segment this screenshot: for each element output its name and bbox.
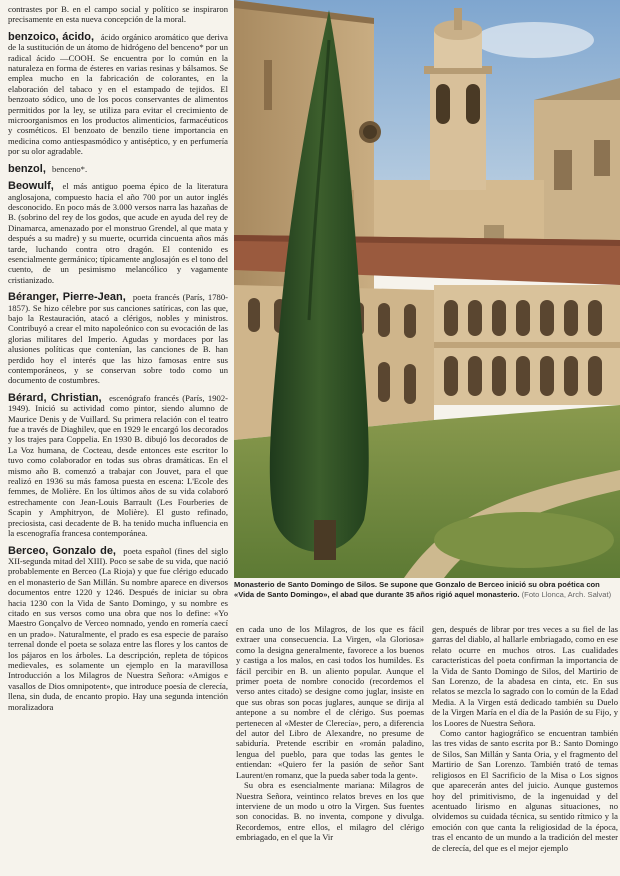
column-b [432, 624, 618, 870]
monastery-illustration [234, 0, 620, 578]
column-b-paragraph: gen, después de librar por tres veces a su fiel de las garras del diablo, al hallarle embriagado, como en ese relato ocurre en muchos otros. Las cualidades características del poeta confirman la importancia de la Vida de Santo Domingo de Silos, del Martirio de San Lorenzo, de la abadesa en cinta, etc. En sus relatos se mezcla lo sagrado con lo común de la Edad Media. A la Virgen está dedicado también su Duelo de la Virgen María en el día de la Pasión de su Fijo, y los Loores de Nuestra Señora. [432, 624, 618, 728]
entry-body: escenógrafo francés (París, 1902-1949). Inició su actividad como pintor, siendo alumno de Maurice Denis y de Vuillard. Su primera relación con el teatro fue a través de Diaghilev, que en 1929 le encargó los decorados y los trajes para Coppelia. En 1930 B. dibujó los decorados de La Voz humana, de Cocteau, desde entonces este escritor lo tuvo como colaborador en todas sus obras dramáticas. En el mismo año B. comenzó a trabajar con Jouvet, para el que realizó en 1936 su más famosa puesta en escena: L'Ecole des femmes, de Molière. En los últimos años de su vida colaboró estrechamente con Jean-Louis Barrault (Les Fourberies de Scapin y Amphitryon, de Molière). El gusto refinado, preciosista, casi decadente de B. ha tenido mucha influencia en la escenografía francesa contemporánea. [8, 392, 228, 539]
caption-credit: (Foto Llonca, Arch. Salvat) [521, 589, 612, 599]
column-a [236, 624, 424, 870]
entry-headword: Béranger, Pierre-Jean, [8, 291, 126, 304]
entry-beowulf [8, 181, 228, 285]
left-column [8, 4, 228, 872]
entry-berard [8, 393, 228, 539]
entry-body: ácido orgánico aromático que deriva de la sustitución de un átomo de hidrógeno del benceno* por un radical ácido —COOH. Se encuentra por lo común en la naturaleza en forma de ésteres en varias resinas y bálsamos. Se emplea mucho en la fabricación de colorantes, en la elaboración del tabaco y en el estampado de tejidos. El benzoato sódico, uno de los pocos conservantes de alimentos permitidos por la ley, se utiliza para evitar el crecimiento de microorganismos en los productos alimenticios, farmacéuticos y cosméticos. El benzoato de benzilo tiene importancia en medicina como antiespasmódico y antiséptico, y en perfumería por su olor agradable. [8, 31, 228, 157]
entry-headword: Berceo, Gonzalo de, [8, 544, 116, 557]
caption-text: Monasterio de Santo Domingo de Silos. Se supone que Gonzalo de Berceo inició su obra poética con «Vida de Santo Domingo», el abad que durante 35 años rigió aquel monasterio. [234, 580, 600, 599]
column-b-paragraph: Como cantor hagiográfico se encuentran también las tres vidas de santo escrita por B.: Santo Domingo de Silos, San Millán y Santa Oria, y el fragmento del Martirio de San Lorenzo. También trató de temas religiosos en El Sacrificio de la Misa o Los signos que aparecerán antes del juicio. Aunque gustemos hoy del primitivismo, de la ingenuidad y del acentuado lirismo en algunas situaciones, no olvidemos su cuidada técnica, su sentido rítmico y la emoción con que canta la religiosidad de la época, tras el encanto de un mundo a la tradición del mester de clerecía, del que es el mejor ejemplo [432, 728, 618, 853]
entry-headword: benzoico, ácido, [8, 30, 95, 43]
entry-beranger [8, 292, 228, 386]
intro-paragraph: contrastes por B. en el campo social y político se inspiraron precisamente en esta nueva concepción de la moral. [8, 4, 228, 25]
monastery-photo [234, 0, 620, 578]
entry-body: poeta francés (París, 1780-1857). Se hizo célebre por sus canciones satíricas, con las que, bajo la Restauración, atacó a clérigos, nobles y ministros. Contribuyó a crear el mito napoleónico con su evocación de las glorias militares del Imperio. Agudas y mordaces por las alusiones políticas que contenían, las canciones de B. han perdido hoy el interés que las hizo famosas entre sus contemporáneos, y se conservan sobre todo como un documento de costumbres. [8, 292, 228, 386]
entry-headword: benzol, [8, 162, 46, 175]
column-a-paragraph: Su obra es esencialmente mariana: Milagros de Nuestra Señora, veintinco relatos breves en los que interviene de un modo u otro la Virgen. Sus fuentes son conocidas. B. no inventa, compone y divulga. Recordemos, entre ellos, el milagro del clérigo embriagado, en el que la Vir [236, 780, 424, 843]
entry-body: benceno*. [52, 163, 88, 174]
entry-benzol [8, 164, 228, 174]
entry-berceo [8, 546, 228, 713]
entry-body: poeta español (fines del siglo XII-segunda mitad del XIII). Poco se sabe de su vida, que nació probablemente en Berceo (La Rioja) y que fue clérigo educado en el monasterio de San Millán. Su nombre aparece en diversos documentos entre 1220 y 1246. Después de iniciar su obra hacia 1230 con la Vida de Santo Domingo, y su nombre es citado en sus versos como una obra que nos lo define: «Yo Maestro Gonçalvo de Verceo nomnado, yendo en romería caecí en un prado». Naturalmente, el prado es esa especie de paraíso terrenal donde el poeta se solaza entre las flores y los cantos de los pájaros en los árboles. La descripción, repleta de tópicos medievales, es solamente un ejemplo en la maravillosa Introducción a los Milagros de Nuestra Señora: «Amigos e vasallos de Dios omnipotent», que introduce poesía de clerecía, llena, sin duda, de encanto propio. Hay una segunda intención moralizadora [8, 545, 228, 712]
entry-body: el más antiguo poema épico de la literatura anglosajona, compuesto hacia el año 700 por un autor inglés desconocido. En poco más de 3.000 versos narra las hazañas de B. (sobrino del rey de los godos, que acude en ayuda del rey de Dinamarca, amenazado por el monstruo Grendel, al que mata y después a su madre) y su muerte, ocurrida cincuenta años más tarde, luchando contra otro dragón. El contenido es esencialmente germánico; típicamente anglosajón es el tono del cuento, de un pesimismo melancólico y vagamente cristianizado. [8, 181, 228, 285]
photo-caption [234, 580, 618, 620]
entry-benzoico [8, 32, 228, 157]
column-a-paragraph: en cada uno de los Milagros, de los que es fácil extraer una consecuencia. La Virgen, «la Gloriosa» como la designa generalmente, favorece a los buenos y castiga a los malos, en casi todos los humildes. Es fácil percibir en B. un aliento popular. Aunque el primer poeta de nombre conocido (recordemos el verso antes citado) se designe como juglar, insiste en que sus obras son pocas juglares, aunque se dirija al antepone a su nombre el de clérigo. Sus poemas pertenecen al «Mester de Clerecía», pero, a diferencia del autor del Libro de Alexandre, no presume de sabiduría. Pretende escribir en «román paladino, lengua del pueblo, para que todas las gentes le entiendan: «Quiero fer la pasión de señor Sant Laurent/en romanz, que la pueda saber toda la gent». [236, 624, 424, 780]
entry-headword: Beowulf, [8, 180, 54, 193]
entry-headword: Bérard, Christian, [8, 391, 102, 404]
